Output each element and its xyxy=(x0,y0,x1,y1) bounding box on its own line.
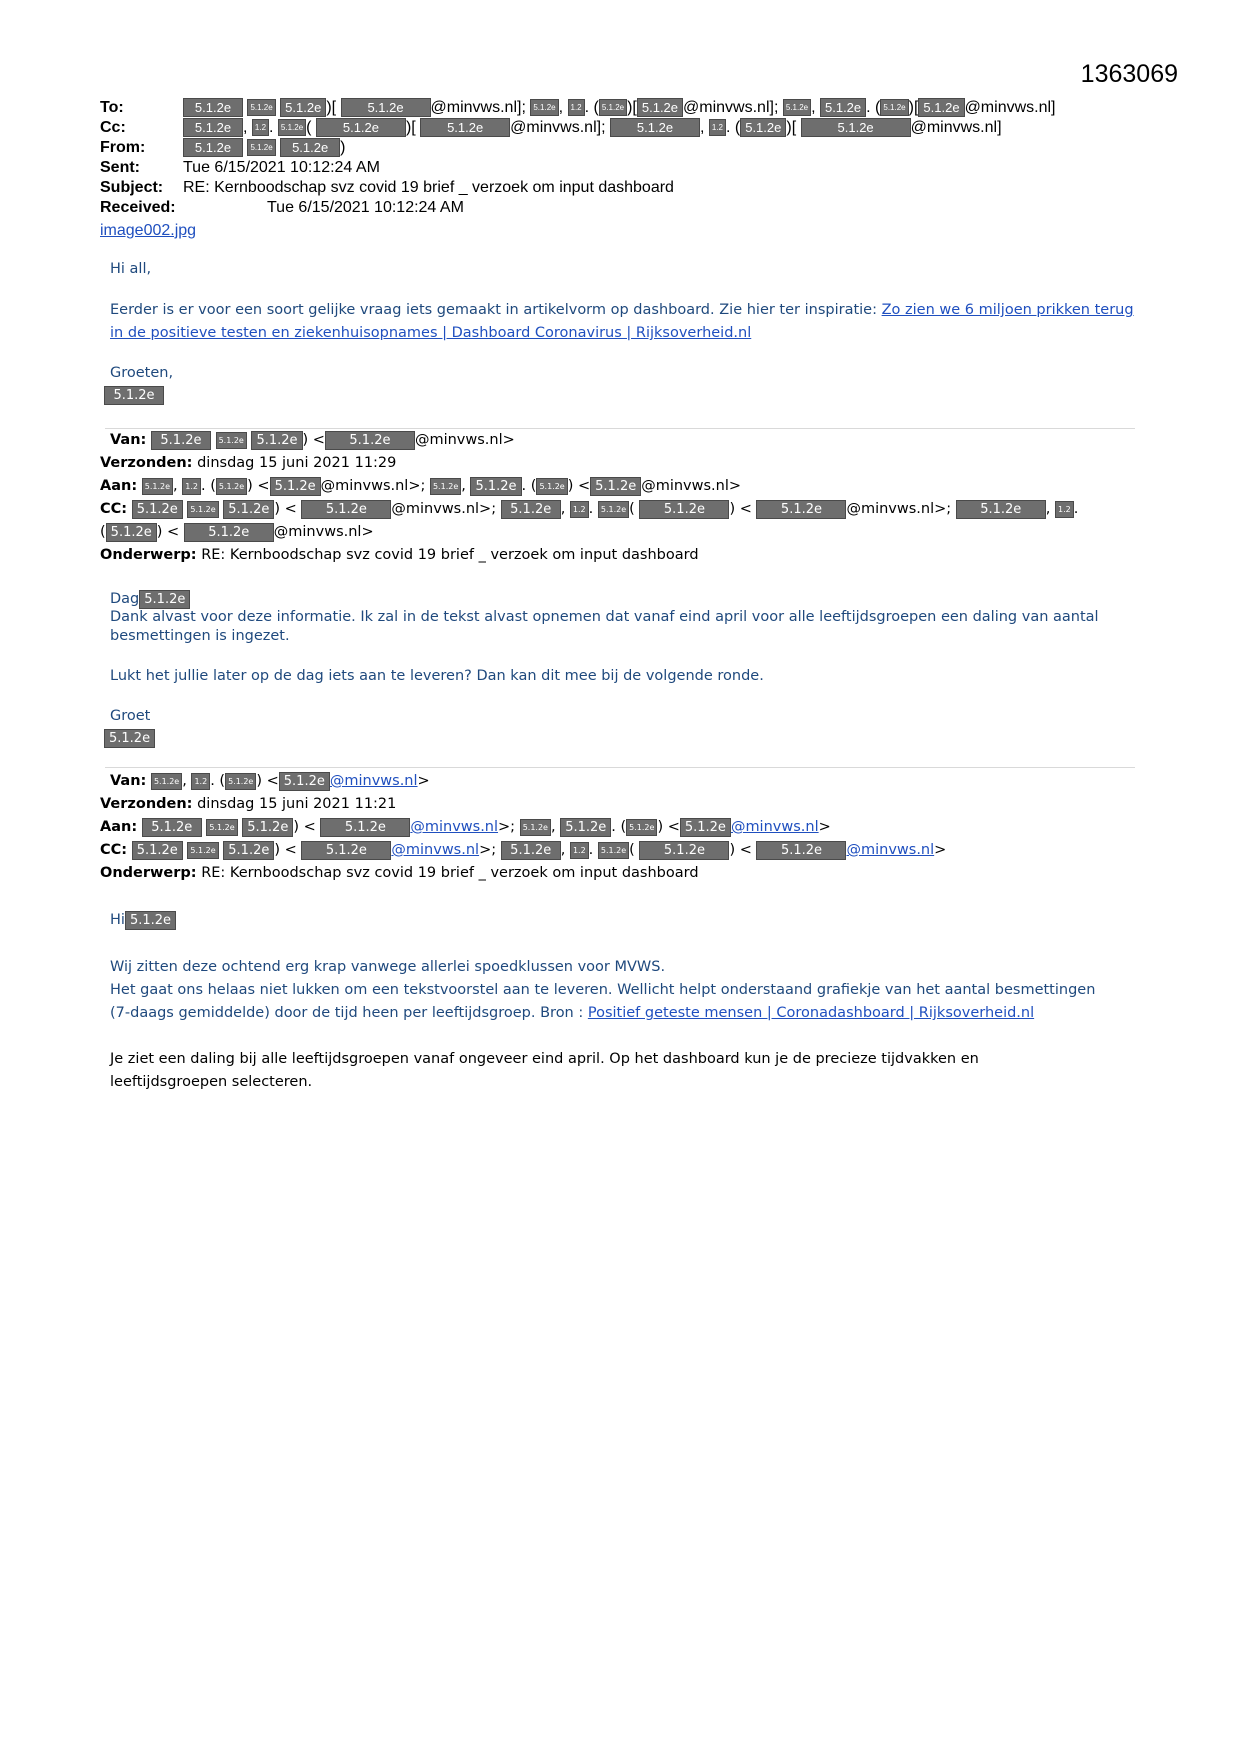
redaction: 5.1.2e xyxy=(756,500,846,519)
message2-para1: Dank alvast voor deze informatie. Ik zal in de tekst alvast opnemen dat vanaf eind april voor alle leeftijdsgroepen een daling van aantal besmettingen is ingezet. xyxy=(110,609,1099,644)
aan-label: Aan: xyxy=(100,478,138,494)
greeting-text: Hi xyxy=(110,912,125,928)
redaction: 5.1.2e xyxy=(341,98,431,117)
message2-verzonden-row xyxy=(100,452,1150,475)
email-domain: @minvws.nl]; xyxy=(510,119,606,136)
cc-label: CC: xyxy=(100,501,128,517)
redaction: 5.1.2e xyxy=(501,500,561,519)
cc-domain: @minvws.nl> xyxy=(273,524,374,540)
redaction: 5.1.2e xyxy=(184,523,274,542)
message1-link[interactable]: Zo zien we 6 miljoen prikken terug in de positieve testen en ziekenhuisopnames | Dashboard Coronavirus | Rijksoverheid.nl xyxy=(110,302,1134,341)
redaction: 5.1.2e xyxy=(783,99,811,116)
redaction: 5.1.2e xyxy=(598,501,629,518)
redaction: 5.1.2e xyxy=(247,139,275,156)
redaction: 5.1.2e xyxy=(598,842,629,859)
message3-line3: Je ziet een daling bij alle leeftijdsgroepen vanaf ongeveer eind april. Op het dashboard kun je de precieze tijdvakken en leeftijdsgroepen selecteren. xyxy=(110,1051,979,1090)
redaction: 5.1.2e xyxy=(320,818,410,837)
redaction: 5.1.2e xyxy=(820,98,866,117)
redaction: 5.1.2e xyxy=(247,99,275,116)
redaction: 5.1.2e xyxy=(590,477,641,496)
redaction: 5.1.2e xyxy=(206,819,237,836)
onderwerp-value: RE: Kernboodschap svz covid 19 brief _ verzoek om input dashboard xyxy=(201,865,699,881)
message3-van-row: Van: 5.1.2e , 1.2 . ( 5.1.2e ) < 5.1.2e @minvws.nl> xyxy=(110,773,430,789)
received-value: Tue 6/15/2021 10:12:24 AM xyxy=(267,199,464,216)
message3-aan-row: Aan: 5.1.2e 5.1.2e 5.1.2e ) < 5.1.2e @minvws.nl>; 5.1.2e , 5.1.2e . ( 5.1.2e ) < 5.1.2e @minvws.nl> xyxy=(100,819,831,835)
subject-value: RE: Kernboodschap svz covid 19 brief _ verzoek om input dashboard xyxy=(183,179,674,196)
message2-aan-row: Aan: 5.1.2e , 1.2 . ( 5.1.2e ) < 5.1.2e @minvws.nl>; 5.1.2e , 5.1.2e . ( 5.1.2e ) < 5.1.2e @minvws.nl> xyxy=(100,478,742,494)
redaction: 5.1.2e xyxy=(216,432,247,449)
email-domain: @minvws.nl] xyxy=(964,99,1056,116)
redaction: 5.1.2e xyxy=(251,431,302,450)
message1-signature xyxy=(104,384,1134,407)
message2-para2: Lukt het jullie later op de dag iets aan te leveren? Dan kan dit mee bij de volgende ronde. xyxy=(110,668,764,684)
redaction: 5.1.2e xyxy=(470,477,521,496)
message3-cc-row: CC: 5.1.2e 5.1.2e 5.1.2e ) < 5.1.2e @minvws.nl>; 5.1.2e , 1.2 . 5.1.2e ( 5.1.2e ) < 5.1.2e @minvws.nl> xyxy=(100,842,947,858)
aan-email-link[interactable]: @minvws.nl xyxy=(730,819,819,835)
document-id: 1363069 xyxy=(1080,60,1178,88)
from-label: From: xyxy=(100,139,146,156)
redaction: 1.2 xyxy=(182,478,201,495)
redaction: 5.1.2e xyxy=(104,729,155,748)
redaction: 5.1.2e xyxy=(680,818,731,837)
redaction: 5.1.2e xyxy=(316,118,406,137)
redaction: 5.1.2e xyxy=(301,841,391,860)
redaction: 5.1.2e xyxy=(151,773,182,790)
aan-label: Aan: xyxy=(100,819,138,835)
redaction: 5.1.2e xyxy=(918,98,964,117)
redaction: 5.1.2e xyxy=(536,478,567,495)
cc-label: Cc: xyxy=(100,119,126,136)
cc-email-link[interactable]: @minvws.nl xyxy=(846,842,935,858)
redaction: 5.1.2e xyxy=(501,841,561,860)
onderwerp-label: Onderwerp: xyxy=(100,547,197,563)
aan-domain: @minvws.nl> xyxy=(641,478,742,494)
redaction: 5.1.2e xyxy=(151,431,211,450)
cc-email-link[interactable]: @minvws.nl xyxy=(391,842,480,858)
message2-cc-row: CC: 5.1.2e 5.1.2e 5.1.2e ) < 5.1.2e @minvws.nl>; 5.1.2e , 1.2 . 5.1.2e ( 5.1.2e ) < 5.1.2e @minvws.nl>; 5.1.2e , 1.2 . xyxy=(100,501,1079,517)
message2-cc-row-continued: ( 5.1.2e ) < 5.1.2e @minvws.nl> xyxy=(100,524,374,540)
redaction: 5.1.2e xyxy=(280,98,326,117)
email-domain: @minvws.nl] xyxy=(910,119,1002,136)
redaction: 5.1.2e xyxy=(242,818,293,837)
sent-row xyxy=(100,158,1160,178)
to-label: To: xyxy=(100,99,124,116)
sent-value: Tue 6/15/2021 10:12:24 AM xyxy=(183,159,380,176)
redaction: 5.1.2e xyxy=(142,818,202,837)
received-row xyxy=(100,198,1160,218)
aan-domain: @minvws.nl>; xyxy=(320,478,426,494)
redaction: 5.1.2e xyxy=(756,841,846,860)
redaction: 5.1.2e xyxy=(132,841,183,860)
separator xyxy=(105,767,1135,768)
redaction: 5.1.2e xyxy=(626,819,657,836)
verzonden-label: Verzonden: xyxy=(100,455,193,471)
message2-onderwerp-row xyxy=(100,544,1150,567)
redaction: 1.2 xyxy=(568,99,585,116)
redaction: 5.1.2e xyxy=(880,99,908,116)
subject-label: Subject: xyxy=(100,179,164,196)
redaction: 5.1.2e xyxy=(279,772,330,791)
redaction: 5.1.2e xyxy=(132,500,183,519)
redaction: 5.1.2e xyxy=(225,773,256,790)
sent-label: Sent: xyxy=(100,159,140,176)
redaction: 5.1.2e xyxy=(639,500,729,519)
email-domain: @minvws.nl]; xyxy=(430,99,526,116)
redaction: 1.2 xyxy=(570,842,589,859)
message3-line1: Wij zitten deze ochtend erg krap vanwege allerlei spoedklussen voor MVWS. xyxy=(110,959,666,975)
email-domain: @minvws.nl]; xyxy=(683,99,779,116)
van-domain: @minvws.nl> xyxy=(414,432,515,448)
aan-email-link[interactable]: @minvws.nl xyxy=(410,819,499,835)
redaction: 5.1.2e xyxy=(520,819,551,836)
redaction: 5.1.2e xyxy=(599,99,627,116)
email-header xyxy=(100,98,1160,218)
message3-onderwerp-row xyxy=(100,862,1150,885)
van-email-link[interactable]: @minvws.nl xyxy=(329,773,418,789)
redaction: 5.1.2e xyxy=(956,500,1046,519)
redaction: 5.1.2e xyxy=(280,138,340,157)
redaction: 5.1.2e xyxy=(530,99,558,116)
redaction: 5.1.2e xyxy=(183,138,243,157)
redaction: 5.1.2e xyxy=(801,118,911,137)
redaction: 5.1.2e xyxy=(430,478,461,495)
redaction: 5.1.2e xyxy=(183,98,243,117)
message3-paragraph: Het gaat ons helaas niet lukken om een tekstvoorstel aan te leveren. Wellicht helpt onderstaand grafiekje van het aantal besmettingen (7-daags gemiddelde) door de tijd heen per leeftijdsgroep. Bron : xyxy=(110,982,1096,1021)
redaction: 5.1.2e xyxy=(104,386,164,405)
redaction: 5.1.2e xyxy=(560,818,611,837)
message2-van-row: Van: 5.1.2e 5.1.2e 5.1.2e ) < 5.1.2e @minvws.nl> xyxy=(110,432,515,448)
van-label: Van: xyxy=(110,432,147,448)
redaction: 5.1.2e xyxy=(610,118,700,137)
onderwerp-label: Onderwerp: xyxy=(100,865,197,881)
redaction: 5.1.2e xyxy=(325,431,415,450)
cc-domain: @minvws.nl>; xyxy=(391,501,497,517)
message1-greeting: Hi all, xyxy=(110,261,152,277)
redaction: 1.2 xyxy=(252,119,269,136)
redaction: 5.1.2e xyxy=(420,118,510,137)
redaction: 5.1.2e xyxy=(142,478,173,495)
message1-closing: Groeten, xyxy=(110,365,174,381)
redaction: 1.2 xyxy=(570,501,589,518)
redaction: 5.1.2e xyxy=(187,842,218,859)
subject-row xyxy=(100,178,1160,198)
redaction: 5.1.2e xyxy=(183,118,243,137)
redaction: 5.1.2e xyxy=(740,118,786,137)
redaction: 5.1.2e xyxy=(106,523,157,542)
message2-signature xyxy=(104,727,1134,750)
cc-row: Cc: 5.1.2e , 1.2 . 5.1.2e ( 5.1.2e )[ 5.1.2e @minvws.nl]; 5.1.2e , 1.2 . ( 5.1.2e )[ 5.1.2e @minvws.nl] xyxy=(100,119,1002,136)
attachment-link[interactable]: image002.jpg xyxy=(100,222,197,239)
cc-label: CC: xyxy=(100,842,128,858)
message3-greeting xyxy=(110,909,1140,932)
verzonden-value: dinsdag 15 juni 2021 11:21 xyxy=(197,796,397,812)
cc-domain: @minvws.nl>; xyxy=(846,501,952,517)
redaction: 5.1.2e xyxy=(639,841,729,860)
message3-link[interactable]: Positief geteste mensen | Coronadashboard | Rijksoverheid.nl xyxy=(587,1005,1035,1021)
verzonden-value: dinsdag 15 juni 2021 11:29 xyxy=(197,455,397,471)
redaction: 5.1.2e xyxy=(637,98,683,117)
redaction: 5.1.2e xyxy=(125,911,176,930)
message1-text xyxy=(110,299,1140,345)
redaction: 1.2 xyxy=(191,773,210,790)
message3-line2 xyxy=(110,979,1100,1025)
received-label: Received: xyxy=(100,199,176,216)
redaction: 1.2 xyxy=(709,119,726,136)
message2-closing: Groet xyxy=(110,708,151,724)
redaction: 5.1.2e xyxy=(278,119,306,136)
message1-paragraph: Eerder is er voor een soort gelijke vraag iets gemaakt in artikelvorm op dashboard. Zie hier ter inspiratie: xyxy=(110,302,882,318)
van-label: Van: xyxy=(110,773,147,789)
from-row: From: 5.1.2e 5.1.2e 5.1.2e ) xyxy=(100,139,346,156)
redaction: 5.1.2e xyxy=(187,501,218,518)
redaction: 5.1.2e xyxy=(270,477,321,496)
redaction: 5.1.2e xyxy=(216,478,247,495)
redaction: 5.1.2e xyxy=(223,841,274,860)
message3-verzonden-row xyxy=(100,793,1150,816)
greeting-text: Dag xyxy=(110,591,140,607)
redaction: 5.1.2e xyxy=(139,590,190,609)
redaction: 1.2 xyxy=(1055,501,1074,518)
redaction: 5.1.2e xyxy=(301,500,391,519)
onderwerp-value: RE: Kernboodschap svz covid 19 brief _ verzoek om input dashboard xyxy=(201,547,699,563)
to-row: To: 5.1.2e 5.1.2e 5.1.2e )[ 5.1.2e @minvws.nl]; 5.1.2e , 1.2 . ( 5.1.2e )[ 5.1.2e @minvws.nl]; 5.1.2e , 5.1.2e . ( 5.1.2e )[ 5.1.2e @minvws.nl] xyxy=(100,99,1056,116)
redaction: 5.1.2e xyxy=(223,500,274,519)
verzonden-label: Verzonden: xyxy=(100,796,193,812)
